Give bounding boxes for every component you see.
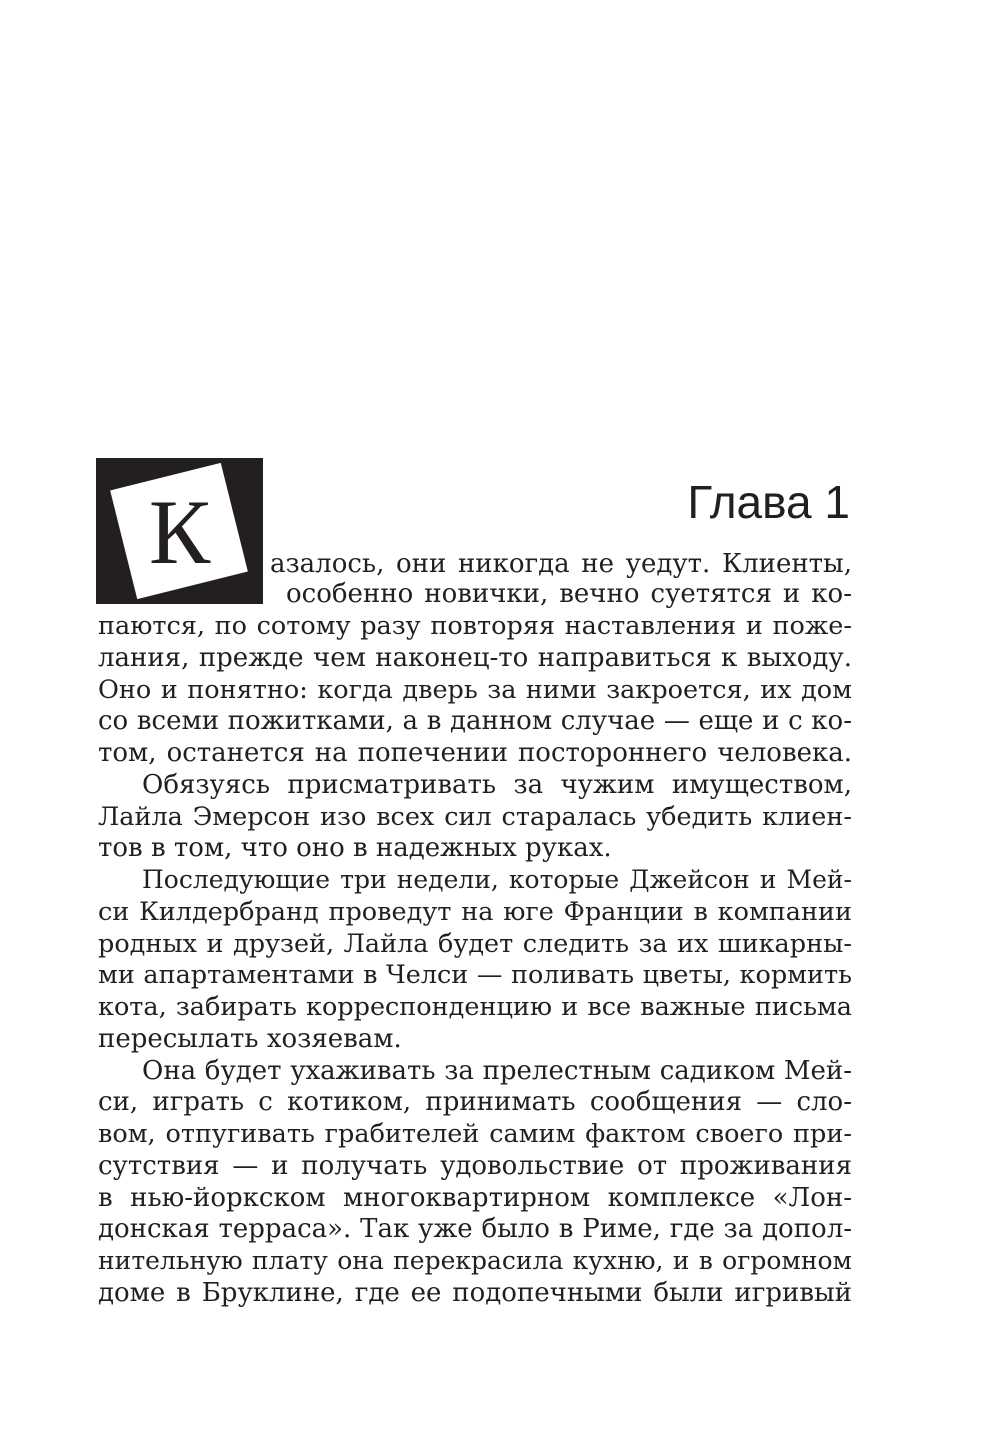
text-line: сутствия — и получать удовольствие от проживания <box>98 1151 852 1181</box>
text-line: в нью-йоркском многоквартирном комплексе «Лон- <box>98 1183 852 1213</box>
text-line: си, играть с котиком, принимать сообщения — сло- <box>98 1087 852 1117</box>
drop-cap-box <box>96 458 263 604</box>
text-line: Она будет ухаживать за прелестным садиком Мей- <box>142 1056 852 1086</box>
text-line: вом, отпугивать грабителей самим фактом своего при- <box>98 1119 852 1149</box>
text-line: паются, по сотому разу повторяя наставления и поже- <box>98 611 852 641</box>
text-line: том, останется на попечении постороннего человека. <box>98 738 852 768</box>
text-line: со всеми пожитками, а в данном случае — еще и с ко- <box>98 706 852 736</box>
text-line: лания, прежде чем наконец-то направиться к выходу. <box>98 643 852 673</box>
text-line: си Килдербранд проведут на юге Франции в компании <box>98 897 852 927</box>
text-line: донская терраса». Так уже было в Риме, где за допол- <box>98 1214 852 1244</box>
text-line: нительную плату она перекрасила кухню, и в огромном <box>98 1246 852 1275</box>
text-line: особенно новички, вечно суетятся и ко- <box>286 579 852 609</box>
text-line: Последующие три недели, которые Джейсон и Мей- <box>142 865 852 894</box>
text-line: пересылать хозяевам. <box>98 1024 402 1054</box>
text-line: кота, забирать корреспонденцию и все важные письма <box>98 992 852 1022</box>
text-line: тов в том, что оно в надежных руках. <box>98 833 612 863</box>
drop-cap-letter: К <box>148 481 211 583</box>
text-line: азалось, они никогда не уедут. Клиенты, <box>270 549 852 579</box>
chapter-title: Глава 1 <box>687 476 850 528</box>
text-line: Обязуясь присматривать за чужим имуществом, <box>142 770 852 800</box>
text-line: ми апартаментами в Челси — поливать цветы, кормить <box>98 960 852 990</box>
text-line: Оно и понятно: когда дверь за ними закроется, их дом <box>98 675 852 705</box>
text-line: Лайла Эмерсон изо всех сил старалась убедить клиен- <box>98 802 852 832</box>
text-line: доме в Бруклине, где ее подопечными были игривый <box>98 1278 852 1308</box>
text-line: родных и друзей, Лайла будет следить за их шикарны- <box>98 929 852 959</box>
